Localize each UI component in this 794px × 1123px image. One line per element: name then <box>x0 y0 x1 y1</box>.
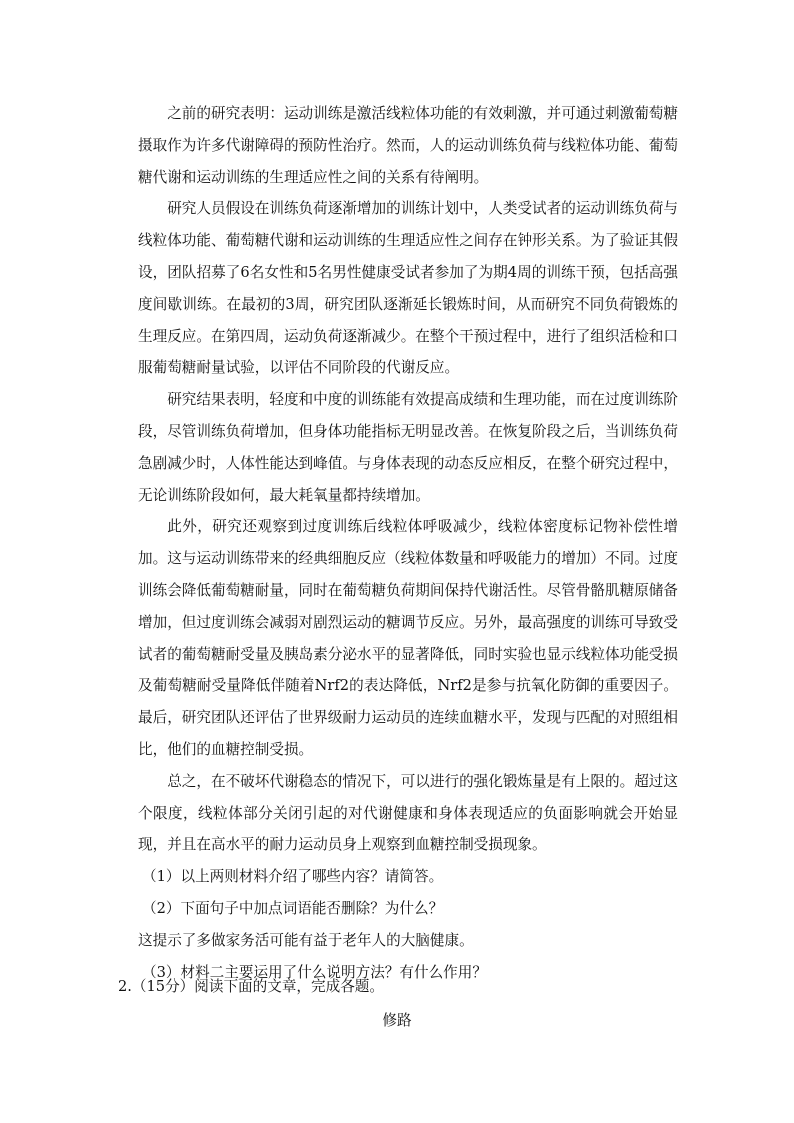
question-3: （3）材料二主要运用了什么说明方法？有什么作用？ <box>142 963 487 981</box>
paragraph-previous-research: 之前的研究表明：运动训练是激活线粒体功能的有效刺激，并可通过刺激葡萄糖摄取作为许多代谢障碍的预防性治疗。然而，人的运动训练负荷与线粒体功能、葡萄糖代谢和运动训练的生理适应性之间的关系有待阐明。 <box>138 105 678 186</box>
paragraph-conclusion: 总之，在不破坏代谢稳态的情况下，可以进行的强化锻炼量是有上限的。超过这个限度，线粒体部分关闭引起的对代谢健康和身体表现适应的负面影响就会开始显现，并且在高水平的耐力运动员身上观察到血糖控制受损现象。 <box>138 772 678 854</box>
reading-material <box>138 98 678 988</box>
problem-2-heading: 2.（15分）阅读下面的文章，完成各题。 <box>118 978 384 995</box>
article-title: 修路 <box>382 1012 412 1029</box>
paragraph-results: 研究结果表明，轻度和中度的训练能有效提高成绩和生理功能，而在过度训练阶段，尽管训练负荷增加，但身体功能指标无明显改善。在恢复阶段之后，当训练负荷急剧减少时，人体性能达到峰值。与身体表现的动态反应相反，在整个研究过程中，无论训练阶段如何，最大耗氧量都持续增加。 <box>138 391 678 504</box>
question-2-sentence: 这提示了多做家务活可能有益于老年人的大脑健康。 <box>138 931 474 949</box>
question-2: （2）下面句子中加点词语能否删除？为什么？ <box>142 899 444 917</box>
paragraph-hypothesis: 研究人员假设在训练负荷逐渐增加的训练计划中，人类受试者的运动训练负荷与线粒体功能、葡萄糖代谢和运动训练的生理适应性之间存在钟形关系。为了验证其假设，团队招募了6名女性和5名男性健康受试者参加了为期4周的训练干预，包括高强度间歇训练。在最初的3周，研究团队逐渐延长锻炼时间，从而研究不同负荷锻炼的生理反应。在第四周，运动负荷逐渐减少。在整个干预过程中，进行了组织活检和口服葡萄糖耐量试验，以评估不同阶段的代谢反应。 <box>138 200 678 377</box>
paragraph-additional-findings: 此外，研究还观察到过度训练后线粒体呼吸减少，线粒体密度标记物补偿性增加。这与运动训练带来的经典细胞反应（线粒体数量和呼吸能力的增加）不同。过度训练会降低葡萄糖耐量，同时在葡萄糖负荷期间保持代谢活性。尽管骨骼肌糖原储备增加，但过度训练会减弱对剧烈运动的糖调节反应。另外，最高强度的训练可导致受试者的葡萄糖耐受量及胰岛素分泌水平的显著降低，同时实验也显示线粒体功能受损及葡萄糖耐受量降低伴随着Nrf2的表达降低，Nrf2是参与抗氧化防御的重要因子。最后，研究团队还评估了世界级耐力运动员的连续血糖水平，发现与匹配的对照组相比，他们的血糖控制受损。 <box>138 518 678 758</box>
question-1: （1）以上两则材料介绍了哪些内容？请简答。 <box>142 868 444 886</box>
